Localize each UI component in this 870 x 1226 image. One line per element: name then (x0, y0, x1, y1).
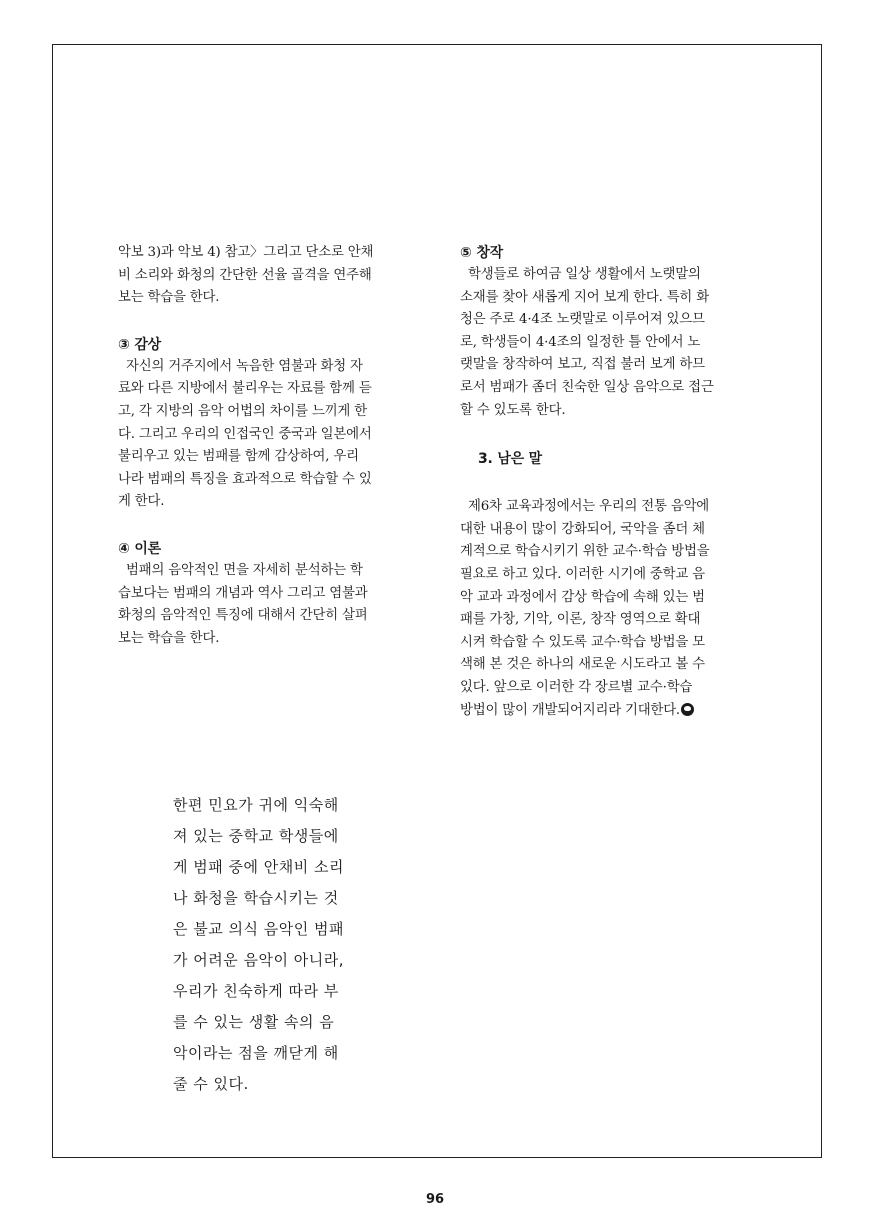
closing-paragraph (460, 496, 756, 722)
paragraph-line: 청은 주로 4·4조 노랫말로 이루어져 있으므 (460, 312, 705, 328)
paragraph-line: 보는 학습을 한다. (118, 630, 220, 646)
paragraph-line: 로, 학생들이 4·4조의 일정한 틀 안에서 노 (460, 334, 701, 350)
section-heading-theory: ④ 이론 (118, 540, 161, 557)
section-heading-creation: ⑤ 창작 (460, 245, 503, 261)
paragraph-line: 고, 각 지방의 음악 어법의 차이를 느끼게 한 (118, 403, 367, 419)
paragraph-line: 대한 내용이 많이 강화되어, 국악을 좀더 체 (460, 521, 705, 537)
paragraph-line: 계적으로 학습시키기 위한 교수·학습 방법을 (460, 544, 710, 560)
paragraph-line: 료와 다른 지방에서 불리우는 자료를 함께 듣 (118, 381, 372, 397)
closing-section-title: 3. 남은 말 (478, 451, 542, 468)
paragraph-line: 불리우고 있는 범패를 함께 감상하여, 우리 (118, 449, 359, 465)
paragraph-line: 있다. 앞으로 이러한 각 장르별 교수·학습 (460, 679, 693, 695)
paragraph-line: 습보다는 범패의 개념과 역사 그리고 염불과 (118, 585, 368, 601)
end-of-article-mark-icon (681, 703, 694, 716)
paragraph-line: 나라 범패의 특징을 효과적으로 학습할 수 있 (118, 471, 372, 487)
creation-paragraph (460, 264, 756, 422)
paragraph-line: 색해 본 것은 하나의 새로운 시도라고 볼 수 (460, 657, 705, 673)
pull-quote-line: 줄 수 있다. (173, 1075, 249, 1093)
paragraph-line: 랫말을 창작하여 보고, 직접 불러 보게 하므 (460, 357, 705, 373)
pull-quote (173, 790, 363, 1100)
paragraph-line: 방법이 많이 개발되어지리라 기대한다. (460, 702, 680, 718)
section-heading-appreciation: ③ 감상 (118, 336, 161, 353)
paragraph-line: 제6차 교육과정에서는 우리의 전통 음악에 (468, 499, 710, 515)
intro-line: 악보 3)과 악보 4) 참고〉그리고 단소로 안채 (118, 245, 374, 260)
paragraph-line: 화청의 음악적인 특징에 대해서 간단히 살펴 (118, 608, 368, 624)
paragraph-line: 악 교과 과정에서 감상 학습에 속해 있는 범 (460, 589, 705, 605)
pull-quote-line: 를 수 있는 생활 속의 음 (173, 1013, 335, 1031)
paragraph-line: 시켜 학습할 수 있도록 교수·학습 방법을 모 (460, 634, 705, 650)
paragraph-line: 필요로 하고 있다. 이러한 시기에 중학교 음 (460, 566, 705, 582)
page-number: 96 (425, 1192, 445, 1207)
intro-line: 보는 학습을 한다. (118, 290, 220, 306)
paragraph-line: 패를 가창, 기악, 이론, 창작 영역으로 확대 (460, 612, 701, 628)
paragraph-line: 학생들로 하여금 일상 생활에서 노랫말의 (468, 267, 701, 282)
pull-quote-line: 가 어려운 음악이 아니라, (173, 951, 344, 969)
paragraph-line: 게 한다. (118, 494, 165, 510)
left-column (118, 242, 410, 650)
pull-quote-line: 게 범패 중에 안채비 소리 (173, 858, 344, 876)
pull-quote-line: 은 불교 의식 음악인 범패 (173, 920, 344, 938)
right-column (460, 242, 756, 722)
paragraph-line: 범패의 음악적인 면을 자세히 분석하는 학 (126, 562, 363, 578)
paragraph-line: 로서 범패가 좀더 친숙한 일상 음악으로 접근 (460, 379, 714, 395)
paragraph-line: 다. 그리고 우리의 인접국인 중국과 일본에서 (118, 426, 372, 442)
appreciation-paragraph (118, 356, 410, 514)
pull-quote-line: 나 화청을 학습시키는 것 (173, 889, 339, 907)
intro-paragraph (118, 242, 410, 310)
intro-line: 비 소리와 화청의 간단한 선율 골격을 연주해 (118, 267, 372, 283)
paragraph-line: 소재를 찾아 새롭게 지어 보게 한다. 특히 화 (460, 289, 709, 305)
pull-quote-line: 우리가 친숙하게 따라 부 (173, 982, 339, 1000)
paragraph-line: 할 수 있도록 한다. (460, 402, 566, 418)
theory-paragraph (118, 560, 410, 650)
pull-quote-line: 한편 민요가 귀에 익숙해 (173, 796, 339, 814)
pull-quote-line: 져 있는 중학교 학생들에 (173, 827, 339, 845)
paragraph-line: 자신의 거주지에서 녹음한 염불과 화청 자 (126, 358, 363, 374)
pull-quote-line: 악이라는 점을 깨닫게 해 (173, 1044, 339, 1062)
